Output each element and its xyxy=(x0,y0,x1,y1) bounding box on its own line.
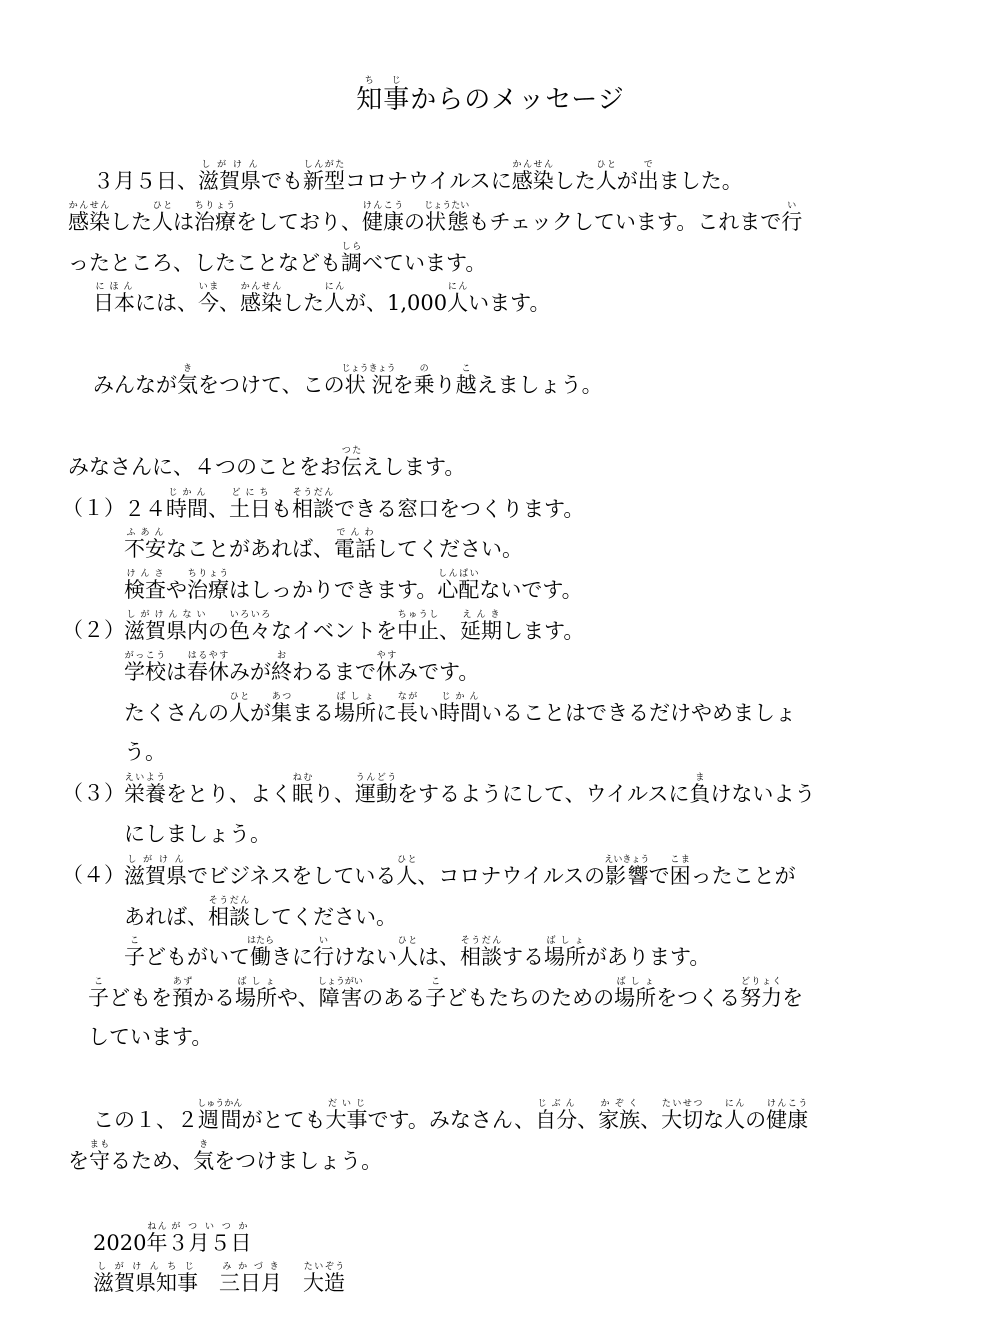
paragraph-4-line-1: この１、２週間しゅうかんがとても大事だいじです。みなさん、自分じぶん、家族かぞく、大切たいせつな人にんの健康けんこう xyxy=(93,1099,809,1132)
paragraph-1-line-1: ３月５日、滋賀県しがけんでも新型しんがたコロナウイルスに感染かんせんした人ひとが出でました。 xyxy=(93,160,743,193)
furigana-word: 今いま xyxy=(198,282,219,315)
furigana-word: 預あず xyxy=(172,977,193,1010)
furigana-word: 場所ばしょ xyxy=(334,692,376,725)
furigana-word: 新型しんがた xyxy=(303,160,345,193)
furigana-word: 行い xyxy=(313,936,334,969)
furigana-word: 時間じかん xyxy=(166,488,208,521)
furigana-word: 滋賀県しがけん xyxy=(198,160,261,193)
furigana-word: 相談そうだん xyxy=(292,488,334,521)
furigana-word: 乗の xyxy=(413,364,435,397)
furigana-word: 人にん xyxy=(324,282,345,315)
paragraph-1-line-4: 日本にほんには、今いま、感染かんせんした人にんが、1,000人にんいます。 xyxy=(93,282,551,315)
furigana-word: 家族かぞく xyxy=(598,1099,641,1132)
message-title: 知事ちじからのメッセージ xyxy=(356,76,625,115)
furigana-word: 相談そうだん xyxy=(460,936,502,969)
furigana-word: 集あつ xyxy=(271,692,292,725)
intro-line: みなさんに、４つのことをお伝つたえします。 xyxy=(68,446,466,479)
furigana-word: 子こ xyxy=(88,977,109,1010)
furigana-word: 春休はるやす xyxy=(187,651,229,684)
furigana-word: 人にん xyxy=(724,1099,746,1132)
item-2-line-3: たくさんの人ひとが集あつまる場所ばしょに長ながい時間じかんいることはできるだけやめましょ xyxy=(124,692,796,725)
furigana-word: 場所ばしょ xyxy=(235,977,277,1010)
furigana-word: 検査けんさ xyxy=(124,569,166,602)
furigana-word: 土日どにち xyxy=(229,488,271,521)
furigana-word: 色々いろいろ xyxy=(229,610,271,643)
item-1-line-1: ２４時間じかん、土日どにちも相談そうだんできる窓口をつくります。 xyxy=(124,488,585,521)
furigana-word: 週間しゅうかん xyxy=(197,1099,243,1132)
item-4-number: （４） xyxy=(62,863,125,887)
item-4-line-1: 滋賀県しがけんでビジネスをしている人ひと、コロナウイルスの影響えいきょうで困こまったことが xyxy=(124,855,796,888)
furigana-word: 人ひと xyxy=(397,936,418,969)
furigana-word: 影響えいきょう xyxy=(604,855,650,888)
furigana-word: 調しら xyxy=(341,242,362,275)
item-1-line-2: 不安ふあんなことがあれば、電話でんわしてください。 xyxy=(124,528,523,561)
furigana-word: 状態じょうたい xyxy=(424,201,470,234)
item-2-line-1: 滋賀県内しがけんないの色々いろいろなイベントを中止ちゅうし、延期えんきします。 xyxy=(124,610,585,643)
furigana-word: 困こま xyxy=(669,855,691,888)
paragraph-1-line-3: ったところ、したことなども調しらべています。 xyxy=(68,242,487,275)
item-2-line-2: 学校がっこうは春休はるやすみが終おわるまで休やすみです。 xyxy=(124,651,480,684)
furigana-word: 延期えんき xyxy=(460,610,502,643)
furigana-word: 相談そうだん xyxy=(208,896,250,929)
furigana-word: 出で xyxy=(637,160,659,193)
furigana-word: 知事ちじ xyxy=(356,76,411,115)
paragraph-2: みんなが気きをつけて、この状況じょうきょうを乗のり越こえましょう。 xyxy=(93,364,603,397)
furigana-word: 守まも xyxy=(89,1140,110,1173)
furigana-word: 電話でんわ xyxy=(334,528,376,561)
furigana-word: 長なが xyxy=(397,692,418,725)
furigana-word: 栄養えいよう xyxy=(124,773,166,806)
furigana-word: 子こ xyxy=(124,936,145,969)
furigana-word: 治療ちりょう xyxy=(187,569,229,602)
furigana-word: 治療ちりょう xyxy=(194,201,236,234)
paragraph-3-line-2: しています。 xyxy=(88,1025,213,1049)
furigana-word: 休やす xyxy=(376,651,397,684)
furigana-word: 感染かんせん xyxy=(511,160,554,193)
furigana-word: 滋賀県内しがけんない xyxy=(124,610,208,643)
furigana-word: 障害しょうがい xyxy=(317,977,363,1010)
paragraph-3-line-1: 子こどもを預あずかる場所ばしょや、障害しょうがいのある子こどもたちのための場所ばしょをつくる努力どりょくを xyxy=(88,977,804,1010)
furigana-word: 伝つた xyxy=(341,446,362,479)
furigana-word: 時間じかん xyxy=(439,692,481,725)
furigana-word: 人ひと xyxy=(595,160,617,193)
furigana-word: 気き xyxy=(193,1140,215,1173)
item-1-line-3: 検査けんさや治療ちりょうはしっかりできます。心配しんぱいないです。 xyxy=(124,569,583,602)
furigana-word: 場所ばしょ xyxy=(544,936,586,969)
furigana-word: 日本にほん xyxy=(93,282,135,315)
furigana-word: 自分じぶん xyxy=(535,1099,578,1132)
paragraph-4-line-2: を守まもるため、気きをつけましょう。 xyxy=(68,1140,383,1173)
furigana-word: 場所ばしょ xyxy=(614,977,657,1010)
furigana-word: 人ひと xyxy=(229,692,250,725)
furigana-word: 不安ふあん xyxy=(124,528,166,561)
furigana-word: 年ねん xyxy=(146,1222,168,1255)
furigana-word: 大事だいじ xyxy=(325,1099,368,1132)
item-1-number: （１） xyxy=(62,496,125,520)
furigana-word: 滋賀県知事しがけんちじ xyxy=(93,1262,198,1295)
furigana-word: 大造たいぞう xyxy=(303,1262,345,1295)
furigana-word: 心配しんぱい xyxy=(437,569,480,602)
item-3-line-1: 栄養えいようをとり、よく眠ねむり、運動うんどうをするようにして、ウイルスに負まけないよう xyxy=(124,773,816,806)
item-4-line-3: 子こどもがいて働はたらきに行いけない人ひとは、相談そうだんする場所ばしょがあります。 xyxy=(124,936,711,969)
item-4-line-2: あれば、相談そうだんしてください。 xyxy=(124,896,397,929)
furigana-word: 人ひと xyxy=(396,855,418,888)
furigana-word: 人にん xyxy=(447,282,469,315)
furigana-word: 人ひと xyxy=(152,201,173,234)
furigana-word: 大切たいせつ xyxy=(661,1099,704,1132)
furigana-word: 越こ xyxy=(455,364,477,397)
furigana-word: 眠ねむ xyxy=(292,773,313,806)
furigana-word: 学校がっこう xyxy=(124,651,166,684)
furigana-word: 負ま xyxy=(689,773,711,806)
item-3-line-2: にしましょう。 xyxy=(124,822,271,846)
furigana-word: 運動うんどう xyxy=(355,773,397,806)
furigana-word: 感染かんせん xyxy=(68,201,110,234)
item-3-number: （３） xyxy=(62,781,125,805)
furigana-word: 行い xyxy=(781,201,803,234)
furigana-word: 中止ちゅうし xyxy=(397,610,439,643)
furigana-word: 努力どりょく xyxy=(740,977,783,1010)
date-line: 2020年ねん３月５日がついつか xyxy=(93,1222,252,1255)
item-2-number: （２） xyxy=(62,618,125,642)
paragraph-1-line-2: 感染かんせんした人ひとは治療ちりょうをしており、健康けんこうの状態じょうたいもチェックしています。これまで行い xyxy=(68,201,803,234)
furigana-word: 子こ xyxy=(425,977,447,1010)
furigana-word: 終お xyxy=(271,651,292,684)
furigana-word: ３月５日がついつか xyxy=(167,1222,252,1255)
furigana-word: 働はたら xyxy=(247,936,275,969)
furigana-word: 健康けんこう xyxy=(766,1099,809,1132)
furigana-word: 感染かんせん xyxy=(240,282,282,315)
furigana-word: 気き xyxy=(177,364,198,397)
furigana-word: 状況じょうきょう xyxy=(341,364,396,397)
furigana-word: 滋賀県しがけん xyxy=(124,855,187,888)
furigana-word: 健康けんこう xyxy=(362,201,404,234)
item-2-line-4: う。 xyxy=(124,740,166,764)
furigana-word: 三日月みかづき xyxy=(219,1262,282,1295)
signature-line xyxy=(93,1262,345,1303)
